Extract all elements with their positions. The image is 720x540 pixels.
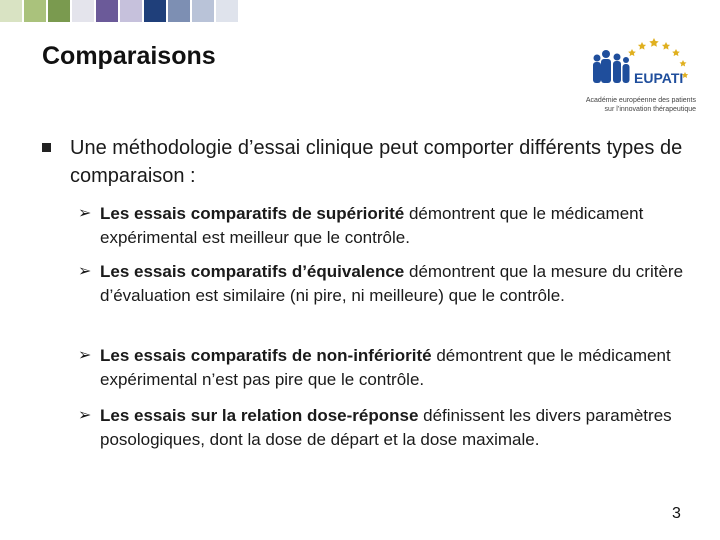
top-color-bar — [0, 0, 240, 22]
arrow-bullet-icon: ➢ — [78, 407, 92, 424]
sub-bullet-description: démontrent que le médicament expérimental n’est pas pire que le contrôle. — [100, 346, 671, 389]
eupati-logo-icon — [584, 36, 696, 96]
sub-bullet-description: démontrent que la mesure du critère d’évaluation est similaire (ni pire, ni meilleure) que le contrôle. — [100, 262, 684, 305]
sub-bullet-dose-response — [78, 404, 708, 452]
color-square — [0, 0, 22, 22]
logo-wordmark: EUPATI — [634, 70, 684, 86]
sub-bullet-term: Les essais comparatifs de non-infériorité — [100, 346, 432, 365]
logo-tagline-line: Académie européenne des patients — [585, 97, 696, 104]
eupati-logo — [566, 36, 696, 122]
sub-bullet-superiority — [78, 202, 708, 250]
color-square — [96, 0, 118, 22]
color-square — [48, 0, 70, 22]
sub-bullet-non-inferiority — [78, 344, 708, 392]
arrow-bullet-icon: ➢ — [78, 263, 92, 280]
arrow-bullet-icon: ➢ — [78, 205, 92, 222]
sub-bullet-description: définissent les divers paramètres posologiques, dont la dose de départ et la dose maximale. — [100, 406, 672, 449]
sub-bullet-term: Les essais comparatifs de supériorité — [100, 204, 405, 223]
page-number: 3 — [672, 505, 681, 522]
sub-bullet-description: démontrent que le médicament expérimental est meilleur que le contrôle. — [100, 204, 644, 247]
color-square — [216, 0, 238, 22]
color-square — [24, 0, 46, 22]
color-square — [72, 0, 94, 22]
logo-tagline — [566, 96, 696, 114]
sub-bullet-term: Les essais sur la relation dose-réponse — [100, 406, 419, 425]
sub-bullet-equivalence — [78, 260, 708, 308]
color-square — [120, 0, 142, 22]
color-square — [144, 0, 166, 22]
main-bullet-text: Une méthodologie d’essai clinique peut comporter différents types de comparaison : — [70, 137, 683, 187]
logo-tagline-line: sur l’innovation thérapeutique — [604, 106, 696, 113]
square-bullet-icon — [42, 143, 51, 152]
color-square — [168, 0, 190, 22]
main-bullet — [42, 134, 712, 190]
slide-title: Comparaisons — [42, 42, 216, 70]
arrow-bullet-icon: ➢ — [78, 347, 92, 364]
color-square — [192, 0, 214, 22]
sub-bullet-term: Les essais comparatifs d’équivalence — [100, 262, 405, 281]
